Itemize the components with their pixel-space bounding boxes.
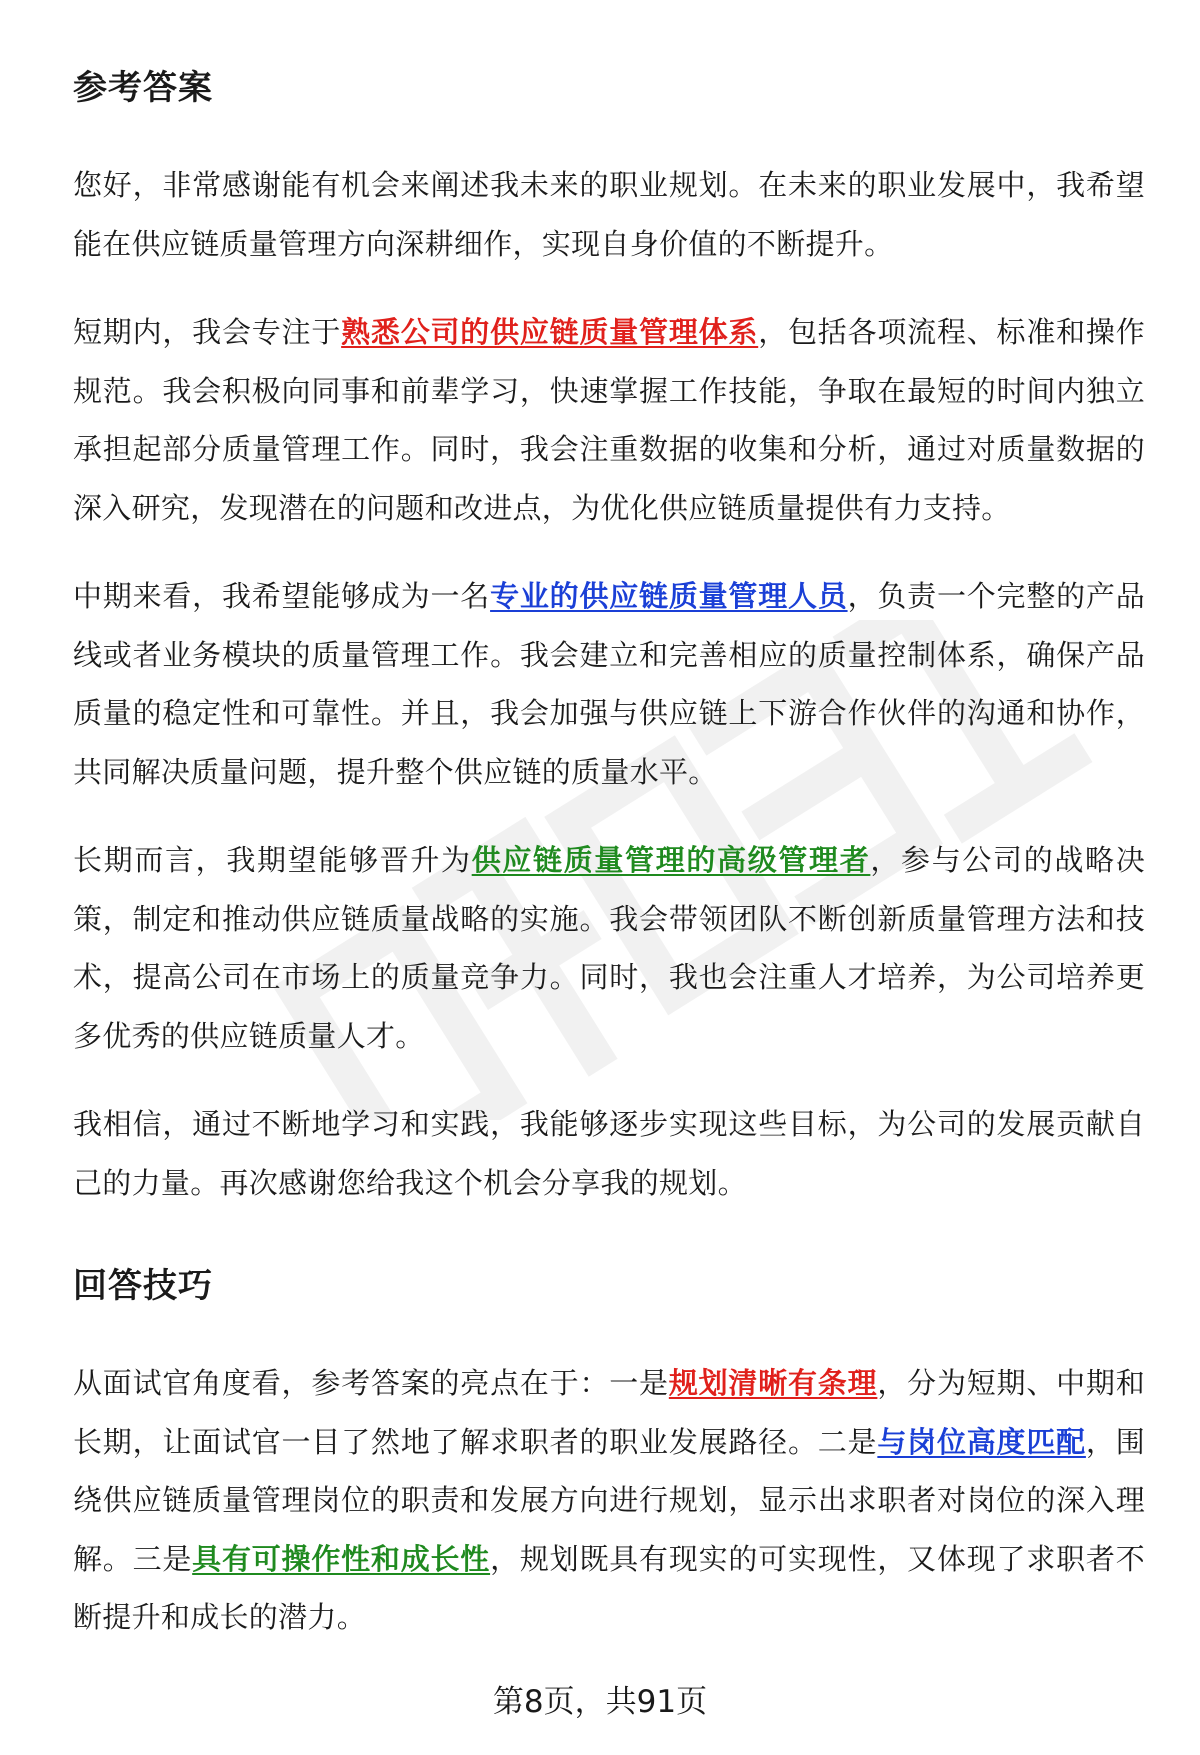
highlight-mid-term-goal: 专业的供应链质量管理人员	[490, 579, 848, 613]
page-number: 第8页，共91页	[492, 1684, 708, 1720]
paragraph-closing: 我相信，通过不断地学习和实践，我能够逐步实现这些目标，为公司的发展贡献自己的力量。再次感谢您给我这个机会分享我的规划。	[73, 1107, 1145, 1200]
text-segment: 短期内，我会专注于	[73, 315, 342, 349]
text-segment: ，负责一个完整的产品线或者业务模块的质量管理工作。我会建立和完善相应的质量控制体系，确保产品质量的稳定性和可靠性。并且，我会加强与供应链上下游合作伙伴的沟通和协作，共同解决质量问题，提升整个供应链的质量水平。	[73, 579, 1145, 789]
text-segment: ，包括各项流程、标准和操作规范。我会积极向同事和前辈学习，快速掌握工作技能，争取在最短的时间内独立承担起部分质量管理工作。同时，我会注重数据的收集和分析，通过对质量数据的深入研究，发现潜在的问题和改进点，为优化供应链质量提供有力支持。	[73, 315, 1145, 525]
paragraph-long-term	[73, 831, 1145, 1065]
paragraph-tips	[73, 1354, 1145, 1647]
highlight-short-term-goal: 熟悉公司的供应链质量管理体系	[341, 315, 759, 349]
highlight-tip-actionable: 具有可操作性和成长性	[192, 1541, 491, 1576]
section-heading-answer-tips: 回答技巧	[73, 1266, 213, 1306]
text-segment: ，参与公司的战略决策，制定和推动供应链质量战略的实施。我会带领团队不断创新质量管理方法和技术，提高公司在市场上的质量竞争力。同时，我也会注重人才培养，为公司培养更多优秀的供应链质量人才。	[73, 843, 1146, 1053]
text-segment: ，分为短期、中期和长期，让面试官一目了然地了解求职者的职业发展路径。二是	[73, 1366, 1146, 1459]
text-segment: 长期而言，我期望能够晋升为	[73, 843, 472, 877]
text-segment: ，围绕供应链质量管理岗位的职责和发展方向进行规划，显示出求职者对岗位的深入理解。三是	[73, 1424, 1145, 1576]
paragraph-short-term	[73, 303, 1145, 537]
text-segment: 中期来看，我希望能够成为一名	[73, 579, 491, 613]
paragraph-mid-term	[73, 567, 1145, 801]
highlight-tip-job-match: 与岗位高度匹配	[877, 1424, 1086, 1459]
highlight-long-term-goal: 供应链质量管理的高级管理者	[471, 843, 871, 877]
highlight-tip-clear-plan: 规划清晰有条理	[668, 1366, 878, 1400]
section-heading-reference-answer: 参考答案	[73, 68, 213, 108]
text-segment: 从面试官角度看，参考答案的亮点在于：一是	[73, 1366, 669, 1400]
paragraph-intro: 您好，非常感谢能有机会来阐述我未来的职业规划。在未来的职业发展中，我希望能在供应链质量管理方向深耕细作，实现自身价值的不断提升。	[73, 168, 1145, 261]
text-segment: ，规划既具有现实的可实现性，又体现了求职者不断提升和成长的潜力。	[73, 1541, 1145, 1634]
document-content	[73, 64, 1145, 1647]
